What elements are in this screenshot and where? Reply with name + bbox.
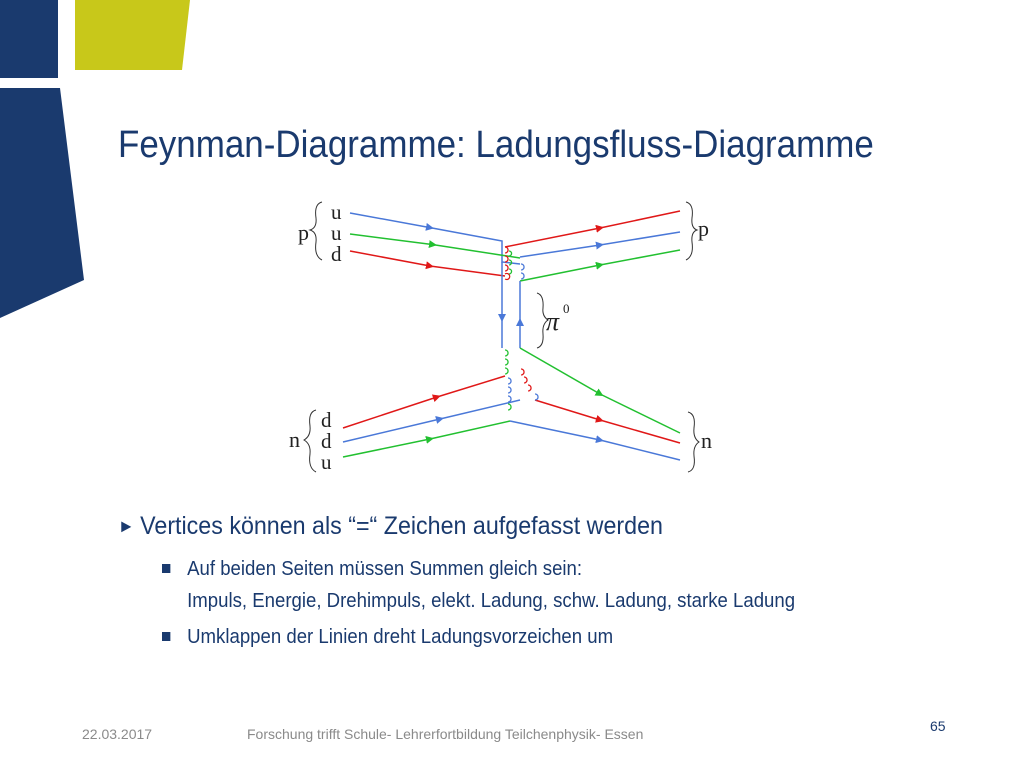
- proton-quark-1: u: [331, 200, 342, 224]
- bullet-sub-1-line-1: Auf beiden Seiten müssen Summen gleich sein:: [187, 558, 583, 580]
- neutron-in-label: n: [289, 427, 300, 452]
- outgoing-neutron-green-line: [520, 348, 600, 394]
- bullet-main-text: Vertices können als “=“ Zeichen aufgefasst werden: [140, 512, 663, 540]
- outgoing-blue-line: [520, 245, 600, 257]
- outgoing-neutron-blue-line-b: [600, 440, 680, 460]
- outgoing-neutron-green-line-b: [600, 394, 680, 433]
- neutron-out-brace: [688, 412, 699, 472]
- gluon-lower-red: [521, 369, 531, 391]
- incoming-up-quark-line: [350, 213, 430, 228]
- incoming-neutron-u-line-b: [430, 421, 510, 439]
- neutron-quark-3: u: [321, 450, 332, 474]
- outgoing-green-line: [520, 265, 600, 281]
- incoming-up2-quark-line: [350, 234, 433, 245]
- footer-title: Forschung trifft Schule- Lehrerfortbildung Teilchenphysik- Essen: [247, 726, 644, 742]
- proton-in-brace: [310, 202, 322, 260]
- incoming-neutron-u-line: [343, 439, 430, 457]
- bullet-arrow-icon: ►: [118, 516, 135, 536]
- pion-label: π: [546, 307, 560, 336]
- neutron-in-brace: [304, 410, 316, 472]
- page-number: 65: [930, 718, 946, 734]
- square-bullet-icon: [162, 632, 170, 641]
- outgoing-green-line-b: [600, 250, 680, 265]
- pion-superscript: 0: [563, 301, 570, 316]
- gluon-upper-right: [521, 264, 524, 279]
- incoming-down-quark-line-b: [430, 266, 505, 276]
- outgoing-red-line-b: [600, 211, 680, 228]
- outgoing-neutron-red-line: [535, 400, 600, 420]
- gluon-lower-blue: [508, 378, 538, 402]
- proton-out-brace: [686, 202, 697, 260]
- outgoing-neutron-blue-line: [510, 421, 600, 440]
- proton-quark-3: d: [331, 242, 342, 266]
- bullet-sub-2-text: Umklappen der Linien dreht Ladungsvorzeichen um: [187, 626, 614, 648]
- bullet-main: [118, 512, 663, 541]
- neutron-quark-1: d: [321, 408, 332, 432]
- proton-quark-2: u: [331, 221, 342, 245]
- page-title: Feynman-Diagramme: Ladungsfluss-Diagramme: [118, 124, 874, 166]
- outgoing-red-line: [505, 228, 600, 247]
- outgoing-neutron-red-line-b: [600, 420, 680, 443]
- bullet-sub-1-line-2: Impuls, Energie, Drehimpuls, elekt. Ladung, schw. Ladung, starke Ladung: [187, 590, 796, 612]
- neutron-out-label: n: [701, 428, 712, 453]
- square-bullet-icon: [162, 564, 170, 573]
- footer-date: 22.03.2017: [82, 726, 153, 742]
- outgoing-blue-line-b: [600, 232, 680, 245]
- neutron-quark-2: d: [321, 429, 332, 453]
- incoming-neutron-d1-line-b: [437, 376, 505, 397]
- proton-out-label: p: [698, 216, 709, 241]
- incoming-neutron-d2-line-b: [440, 400, 520, 419]
- incoming-down-quark-line: [350, 251, 430, 266]
- proton-in-label: p: [298, 220, 309, 245]
